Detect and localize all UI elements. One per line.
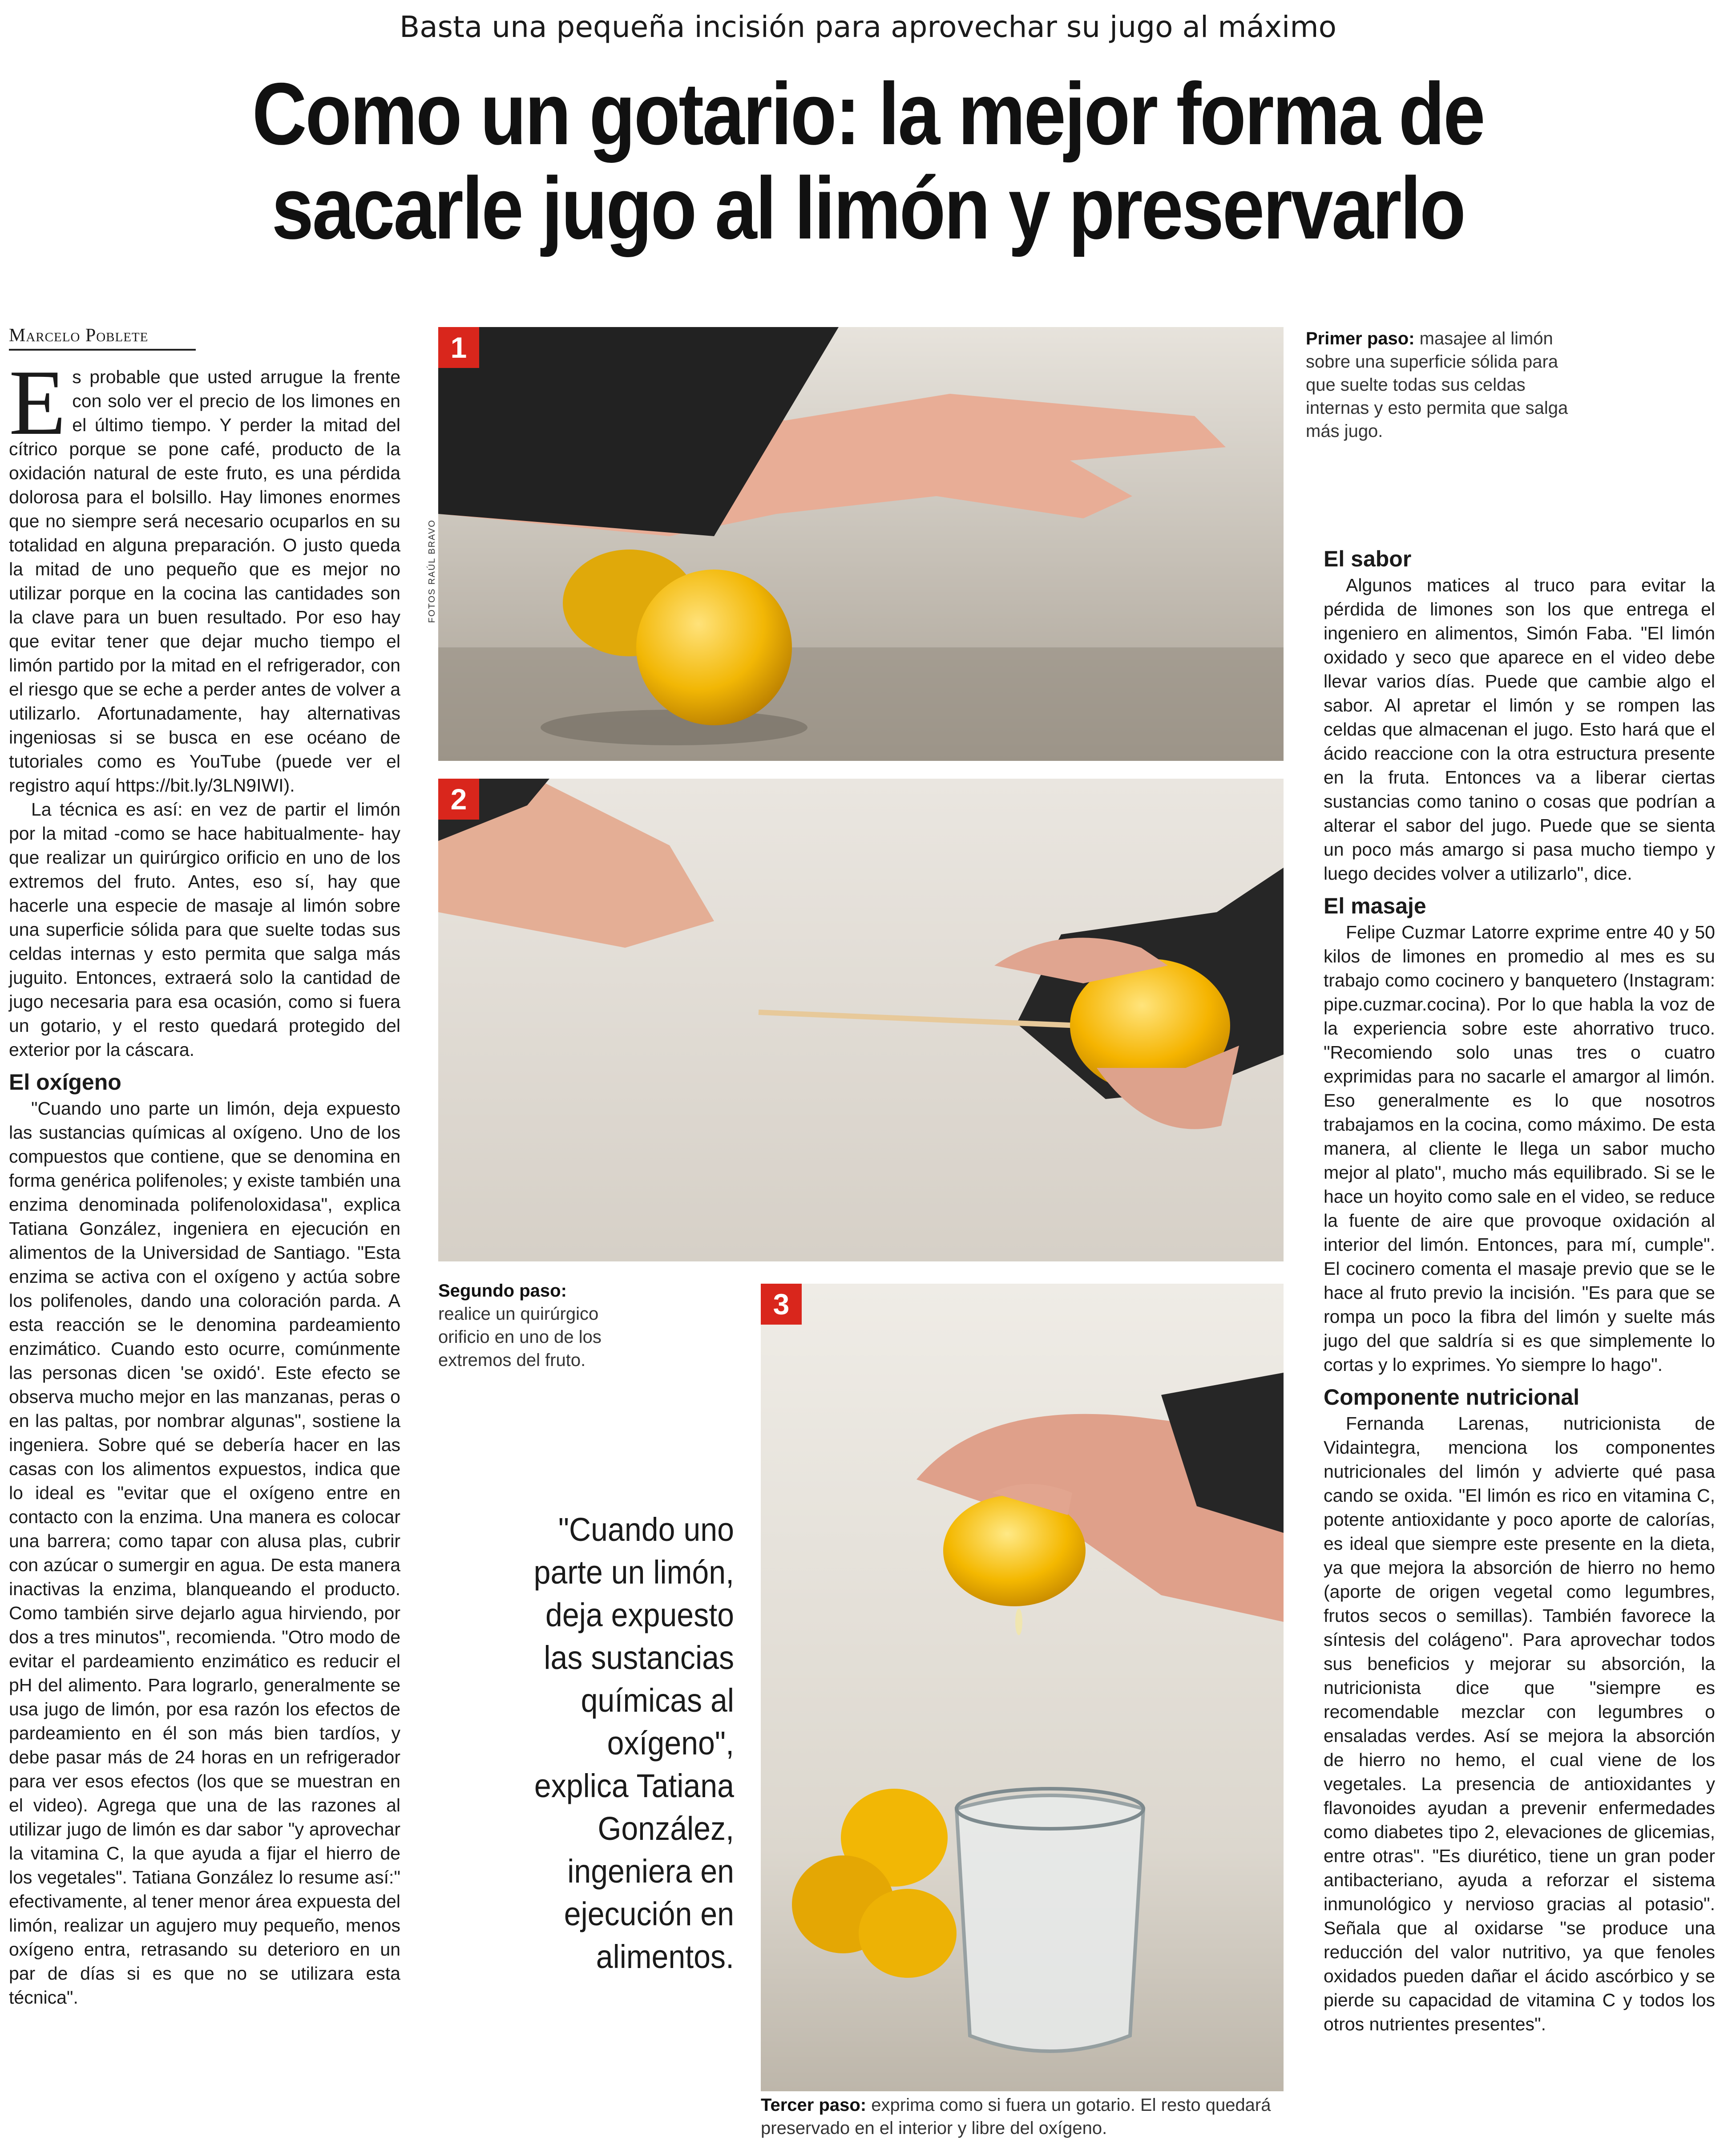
photo-step-1 [438, 327, 1284, 761]
caption-step-3-label: Tercer paso: [761, 2095, 867, 2115]
headline-line-2: sacarle jugo al limón y preservarlo [271, 159, 1465, 257]
step-number-3: 3 [761, 1284, 802, 1325]
caption-step-2 [438, 1279, 630, 1372]
dropcap: E [9, 351, 66, 454]
squeeze-glass-illustration [761, 1284, 1284, 2091]
caption-step-3 [761, 2093, 1286, 2140]
paragraph: La técnica es así: en vez de partir el limón por la mitad -como se hace habitualmente- hay que realizar un quirúrgico orificio en uno de los extremos del fruto. Antes, eso sí, hay que hacerle una especie de masaje al limón sobre una superficie sólida para que suelte todas sus celdas internas y esto permita que salga más juguito. Entonces, extraerá solo la cantidad de jugo necesaria para esa ocasión, como si fuera un gotario, y el resto quedará protegido del exterior por la cáscara. [9, 799, 400, 1060]
photo-step-3 [761, 1284, 1284, 2091]
kicker: Basta una pequeña incisión para aprovechar su jugo al máximo [399, 10, 1337, 44]
paragraph: Algunos matices al truco para evitar la pérdida de limones son los que entrega el ingeniero en alimentos, Simón Faba. "El limón oxidado y seco que aparece en el video debe llevar varios días. Puede que cambie algo el sabor. Al apretar el limón y se rompen las celdas que almacenan el jugo. Esto hará que el ácido reaccione con la otra estructura presente en la fruta. Entonces va a liberar ciertas sustancias como tanino o cosas que podrían a alterar el sabor del jugo. Puede que se sienta un poco más amargo si pasa mucho tiempo y luego decides volver a utilizarlo", dice. [1324, 575, 1715, 884]
section-heading-sabor: El sabor [1324, 546, 1412, 571]
caption-step-1-label: Primer paso: [1306, 329, 1415, 348]
hand-lemon-illustration [438, 327, 1284, 761]
section-heading-oxigeno: El oxígeno [9, 1070, 121, 1095]
headline-line-1: Como un gotario: la mejor forma de [252, 65, 1484, 163]
section-heading-masaje: El masaje [1324, 893, 1426, 918]
caption-step-2-text: realice un quirúrgico orificio en uno de los extremos del fruto. [438, 1304, 602, 1370]
paragraph: "Cuando uno parte un limón, deja expuesto las sustancias químicas al oxígeno. Uno de los compuestos que contiene, que se denomina en forma genérica polifenoles; y existe también una enzima denominada polifenoloxidasa", explica Tatiana González, ingeniera en ejecución en alimentos de la Universidad de Santiago. "Esta enzima se activa con el oxígeno y actúa sobre los polifenoles, dando una coloración parda. A esta reacción se le denomina pardeamiento enzimático. Cuando esto ocurre, comúnmente las personas dicen 'se oxidó'. Este efecto se observa mucho mejor en las manzanas, peras o en las paltas, por nombrar algunas", sostiene la ingeniera. Sobre qué se debería hacer en las casas con los alimentos expuestos, indica que lo ideal es "evitar que el oxígeno entre en contacto con la enzima. Una manera es colocar una barrera; como tapar con alusa plas, cubrir con azúcar o sumergir en agua. De esta manera inactivas la enzima, blanqueando el producto. Como también sirve dejarlo agua hirviendo, por dos a tres minutos", recomienda. "Otro modo de evitar el pardeamiento enzimático es reducir el pH del alimento. Para lograrlo, generalmente se usa jugo de limón, por esa razón los efectos de pardeamiento en él son más bien tardíos, y debe pasar más de 24 horas en un refrigerador para ver esos efectos (los que se muestran en el video). Agrega que una de las razones al utilizar jugo de limón es dar sabor "y aprovechar la vitamina C, la que ayuda a fijar el hierro de los vegetales". Tatiana González lo resume así:" efectivamente, al tener menor área expuesta del limón, realizar un agujero muy pequeño, menos oxígeno entra, retrasando su deterioro en un par de días si es que no se utilizara esta técnica". [9, 1098, 400, 2008]
headline [156, 67, 1580, 255]
caption-step-1 [1306, 327, 1573, 443]
caption-step-1-text: masajee al limón sobre una superficie sólida para que suelte todas sus celdas internas y esto permita que salga más jugo. [1306, 329, 1568, 441]
right-column [1324, 538, 1715, 2036]
step-number-2: 2 [438, 779, 479, 820]
paragraph-text: s probable que usted arrugue la frente con solo ver el precio de los limones en el último tiempo. Y perder la mitad del cítrico porque se pone café, producto de la oxidación natural de este fruto, es una pérdida dolorosa para el bolsillo. Hay limones enormes que no siempre será necesario ocuparlos en su totalidad en alguna preparación. O justo queda la mitad de uno pequeño que es mejor no utilizar porque en la cocina las cantidades son la clave para un buen resultado. Por eso hay que evitar tener que dejar mucho tiempo el limón partido por la mitad en el refrigerador, con el riesgo que se eche a perder antes de volver a utilizarlo. Afortunadamente, hay alternativas ingeniosas si se busca en ese océano de tutoriales como es YouTube (puede ver el registro aquí https://bit.ly/3LN9IWI). [9, 367, 400, 796]
pull-quote: "Cuando uno parte un limón, deja expuesto las sustancias químicas al oxígeno", explica Tatiana González, ingeniera en ejecución en alimentos. [533, 1511, 734, 1975]
section-heading-nutricional: Componente nutricional [1324, 1385, 1579, 1410]
caption-step-3-text: exprima como si fuera un gotario. El resto quedará preservado en el interior y libre del oxígeno. [761, 2095, 1271, 2138]
left-column [9, 351, 400, 2009]
photo-credit: FOTOS RAÚL BRAVO [427, 519, 437, 623]
skewer-lemon-illustration [438, 779, 1284, 1261]
paragraph [9, 351, 400, 797]
byline: Marcelo Poblete [9, 325, 196, 351]
paragraph: Fernanda Larenas, nutricionista de Vidaintegra, menciona los componentes nutricionales del limón y advierte qué pasa cando se oxida. "El limón es rico en vitamina C, potente antioxidante y poco aporte de calorías, es ideal que siempre este presente en la dieta, ya que mejora la absorción de hierro no hemo (aporte de origen vegetal como legumbres, frutos secos o semillas). También favorece la síntesis del colágeno". Para aprovechar todos sus beneficios y mejorar su absorción, la nutricionista dice que "siempre es recomendable mezclar con legumbres o ensaladas verdes. Así se mejora la absorción de hierro no hemo, el cual viene de los vegetales. La presencia de antioxidantes y flavonoides ayudan a prevenir enfermedades como diabetes tipo 2, elevaciones de glicemias, entre otras". "Es diurético, tiene un gran poder antibacteriano, ayuda a reforzar el sistema inmunológico y nervioso gracias al potasio". Señala que al oxidarse "se produce una reducción del valor nutritivo, ya que fenoles oxidados pueden dañar el ácido ascórbico y se pierde su capacidad de vitamina C y todos los otros nutrientes presentes". [1324, 1413, 1715, 2034]
step-number-1: 1 [438, 327, 479, 368]
photo-step-2 [438, 779, 1284, 1261]
caption-step-2-label: Segundo paso: [438, 1281, 567, 1301]
paragraph: Felipe Cuzmar Latorre exprime entre 40 y 50 kilos de limones en promedio al mes es su trabajo como cocinero y banquetero (Instagram: pipe.cuzmar.cocina). Por lo que habla la voz de la experiencia sobre este ahorrativo truco. "Recomiendo solo unas tres o cuatro exprimidas para no sacarle el amargor al limón. Eso generalmente es lo que nosotros trabajamos en la cocina, como máximo. De esta manera, al cliente le llega un sabor mucho mejor al plato", mucho más equilibrado. Si se le hace un hoyito como sale en el video, se reduce la fuente de aire que provoque oxidación al interior del limón. Entonces, para mí, cumple". El cocinero comenta el masaje previo que se le hace al fruto previo la incisión. "Es para que se rompa un poco la fibra del limón y suelte más jugo del que saldría si es que simplemente lo cortas y lo exprimes. Yo siempre lo hago". [1324, 922, 1715, 1375]
